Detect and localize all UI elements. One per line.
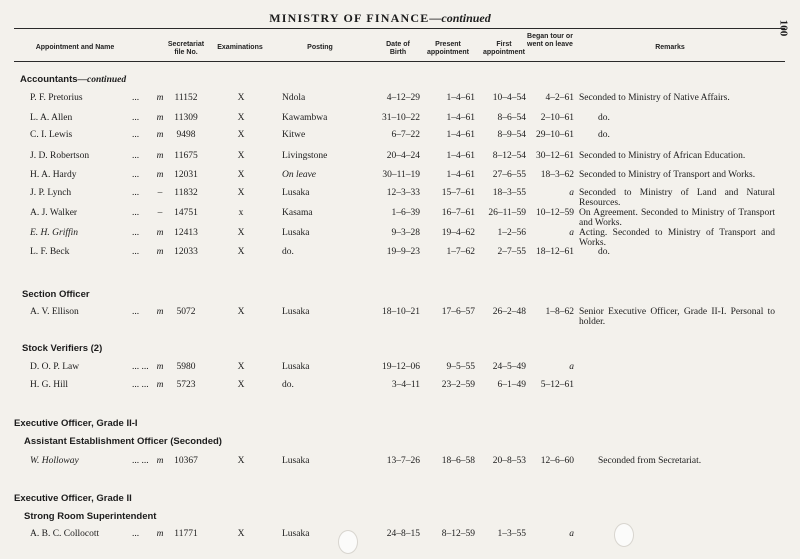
date-of-birth: 3–4–11 <box>391 380 420 390</box>
posting: Kawambwa <box>282 113 328 123</box>
file-number: 11771 <box>174 529 198 539</box>
leader-dots: ... ... <box>132 380 149 390</box>
table-row <box>0 529 800 543</box>
exam-mark: X <box>237 170 245 180</box>
table-row <box>0 380 800 394</box>
sex-marker: – <box>157 208 163 218</box>
remarks: Seconded to Ministry of African Education. <box>579 151 746 161</box>
sex-marker: m <box>156 93 164 103</box>
posting: Lusaka <box>282 228 310 238</box>
present-appointment: 15–7–61 <box>441 188 475 198</box>
staff-name: A. J. Walker <box>30 208 78 218</box>
first-appointment: 6–1–49 <box>497 380 526 390</box>
exam-mark: x <box>238 208 244 218</box>
sex-marker: m <box>156 247 164 257</box>
staff-name: J. P. Lynch <box>30 188 72 198</box>
file-number: 11309 <box>174 113 198 123</box>
first-appointment: 26–2–48 <box>492 307 526 317</box>
sex-marker: m <box>156 228 164 238</box>
file-number: 14751 <box>174 208 198 218</box>
first-appointment: 8–6–54 <box>497 113 526 123</box>
col-header-remarks: Remarks <box>655 44 685 51</box>
section-stock-verifiers: Stock Verifiers (2) <box>22 343 103 354</box>
posting: Lusaka <box>282 188 310 198</box>
exam-mark: X <box>237 113 245 123</box>
table-row <box>0 307 800 327</box>
present-appointment: 1–4–61 <box>446 151 475 161</box>
present-appointment: 19–4–62 <box>441 228 475 238</box>
began-tour: a <box>569 188 574 198</box>
page-number: 100 <box>776 19 789 37</box>
header-rule-top <box>14 28 785 29</box>
present-appointment: 1–7–62 <box>446 247 475 257</box>
remarks: do. <box>598 113 610 123</box>
staff-name: A. B. C. Collocott <box>30 529 100 539</box>
present-appointment: 1–4–61 <box>446 113 475 123</box>
sex-marker: m <box>156 113 164 123</box>
first-appointment: 27–6–55 <box>492 170 526 180</box>
punch-hole-right <box>614 523 634 547</box>
present-appointment: 18–6–58 <box>441 456 475 466</box>
began-tour: 18–12–61 <box>536 247 574 257</box>
col-header-tour: Began tour or went on leave <box>527 33 573 48</box>
present-appointment: 1–4–61 <box>446 170 475 180</box>
present-appointment: 1–4–61 <box>446 93 475 103</box>
table-row <box>0 456 800 470</box>
began-tour: 2–10–61 <box>540 113 574 123</box>
sex-marker: m <box>156 362 164 372</box>
staff-name: H. G. Hill <box>30 380 68 390</box>
remarks: Seconded to Ministry of Native Affairs. <box>579 93 730 103</box>
posting: Kitwe <box>282 130 306 140</box>
file-number: 9498 <box>176 130 196 140</box>
began-tour: 12–6–60 <box>540 456 574 466</box>
col-header-dob: Date of Birth <box>386 41 410 56</box>
sex-marker: m <box>156 130 164 140</box>
file-number: 11152 <box>174 93 198 103</box>
began-tour: a <box>569 228 574 238</box>
section-strong-room: Strong Room Superintendent <box>24 511 157 522</box>
date-of-birth: 9–3–28 <box>391 228 420 238</box>
date-of-birth: 12–3–33 <box>386 188 420 198</box>
col-header-appointment: Appointment and Name <box>35 44 115 51</box>
exam-mark: X <box>237 93 245 103</box>
staff-name: A. V. Ellison <box>30 307 79 317</box>
table-row <box>0 130 800 144</box>
col-header-first: First appointment <box>483 41 525 56</box>
file-number: 12033 <box>174 247 198 257</box>
first-appointment: 1–3–55 <box>497 529 526 539</box>
staff-name: J. D. Robertson <box>30 151 90 161</box>
date-of-birth: 19–12–06 <box>382 362 420 372</box>
sex-marker: m <box>156 456 164 466</box>
leader-dots: ... <box>132 307 140 317</box>
date-of-birth: 18–10–21 <box>382 307 420 317</box>
posting: Lusaka <box>282 362 310 372</box>
leader-dots: ... <box>132 113 140 123</box>
col-header-exams: Examinations <box>217 44 263 51</box>
present-appointment: 8–12–59 <box>441 529 475 539</box>
leader-dots: ... <box>132 247 140 257</box>
first-appointment: 26–11–59 <box>488 208 526 218</box>
first-appointment: 8–12–54 <box>492 151 526 161</box>
table-row <box>0 93 800 107</box>
section-section-officer: Section Officer <box>22 289 90 300</box>
staff-name: P. F. Pretorius <box>30 93 83 103</box>
file-number: 5980 <box>176 362 196 372</box>
table-row <box>0 362 800 376</box>
posting: Livingstone <box>282 151 328 161</box>
staff-name: H. A. Hardy <box>30 170 77 180</box>
date-of-birth: 31–10–22 <box>382 113 420 123</box>
exam-mark: X <box>237 529 245 539</box>
date-of-birth: 30–11–19 <box>382 170 420 180</box>
sex-marker: m <box>156 380 164 390</box>
present-appointment: 17–6–57 <box>441 307 475 317</box>
first-appointment: 1–2–56 <box>497 228 526 238</box>
date-of-birth: 13–7–26 <box>386 456 420 466</box>
leader-dots: ... <box>132 529 140 539</box>
sex-marker: – <box>157 188 163 198</box>
file-number: 12031 <box>174 170 198 180</box>
punch-hole-left <box>338 530 358 554</box>
leader-dots: ... <box>132 208 140 218</box>
remarks: do. <box>598 247 610 257</box>
table-row <box>0 170 800 184</box>
posting: Ndola <box>282 93 306 103</box>
sex-marker: m <box>156 529 164 539</box>
first-appointment: 2–7–55 <box>497 247 526 257</box>
leader-dots: ... <box>132 188 140 198</box>
remarks: Senior Executive Officer, Grade II-I. Personal to holder. <box>579 307 775 327</box>
file-number: 11832 <box>174 188 198 198</box>
first-appointment: 8–9–54 <box>497 130 526 140</box>
table-row <box>0 188 800 208</box>
table-row <box>0 208 800 228</box>
exam-mark: X <box>237 228 245 238</box>
date-of-birth: 6–7–22 <box>391 130 420 140</box>
staff-name: C. I. Lewis <box>30 130 73 140</box>
leader-dots: ... <box>132 93 140 103</box>
exam-mark: X <box>237 130 245 140</box>
remarks: Seconded from Secretariat. <box>598 456 702 466</box>
began-tour: 18–3–62 <box>540 170 574 180</box>
first-appointment: 24–5–49 <box>492 362 526 372</box>
remarks: Seconded to Ministry of Transport and Works. <box>579 170 756 180</box>
posting: On leave <box>282 170 317 180</box>
file-number: 5723 <box>176 380 196 390</box>
first-appointment: 18–3–55 <box>492 188 526 198</box>
leader-dots: ... ... <box>132 456 149 466</box>
exam-mark: X <box>237 380 245 390</box>
posting: Lusaka <box>282 307 310 317</box>
present-appointment: 16–7–61 <box>441 208 475 218</box>
posting: do. <box>282 247 294 257</box>
began-tour: 4–2–61 <box>545 93 574 103</box>
leader-dots: ... <box>132 151 140 161</box>
table-row <box>0 247 800 261</box>
remarks: do. <box>598 130 610 140</box>
col-header-present: Present appointment <box>427 41 469 56</box>
file-number: 12413 <box>174 228 198 238</box>
exam-mark: X <box>237 247 245 257</box>
began-tour: 5–12–61 <box>540 380 574 390</box>
col-header-posting: Posting <box>307 44 333 51</box>
table-row <box>0 228 800 248</box>
table-row <box>0 151 800 165</box>
remarks: On Agreement. Seconded to Ministry of Transport and Works. <box>579 208 775 228</box>
began-tour: a <box>569 362 574 372</box>
began-tour: 1–8–62 <box>545 307 574 317</box>
file-number: 10367 <box>174 456 198 466</box>
leader-dots: ... <box>132 228 140 238</box>
leader-dots: ... <box>132 170 140 180</box>
staff-name: L. A. Allen <box>30 113 73 123</box>
present-appointment: 9–5–55 <box>446 362 475 372</box>
posting: Lusaka <box>282 529 310 539</box>
header-rule-bottom <box>14 61 785 62</box>
section-exec-officer-ii-i: Executive Officer, Grade II-I <box>14 418 138 429</box>
staff-name: W. Holloway <box>30 456 79 466</box>
date-of-birth: 19–9–23 <box>386 247 420 257</box>
began-tour: a <box>569 529 574 539</box>
date-of-birth: 24–8–15 <box>386 529 420 539</box>
col-header-file: Secretariat file No. <box>167 41 205 56</box>
began-tour: 29–10–61 <box>536 130 574 140</box>
exam-mark: X <box>237 188 245 198</box>
posting: Lusaka <box>282 456 310 466</box>
remarks: Seconded to Ministry of Land and Natural Resources. <box>579 188 775 208</box>
leader-dots: ... ... <box>132 362 149 372</box>
first-appointment: 10–4–54 <box>492 93 526 103</box>
began-tour: 30–12–61 <box>536 151 574 161</box>
sex-marker: m <box>156 307 164 317</box>
section-exec-officer-ii: Executive Officer, Grade II <box>14 493 132 504</box>
file-number: 11675 <box>174 151 198 161</box>
exam-mark: X <box>237 151 245 161</box>
remarks: Acting. Seconded to Ministry of Transport and Works. <box>579 228 775 248</box>
present-appointment: 23–2–59 <box>441 380 475 390</box>
staff-name: L. F. Beck <box>30 247 70 257</box>
section-accountants: Accountants—continued <box>20 74 127 85</box>
date-of-birth: 1–6–39 <box>391 208 420 218</box>
exam-mark: X <box>237 362 245 372</box>
page-title: MINISTRY OF FINANCE—continued <box>269 11 491 25</box>
present-appointment: 1–4–61 <box>446 130 475 140</box>
file-number: 5072 <box>176 307 196 317</box>
sex-marker: m <box>156 170 164 180</box>
posting: do. <box>282 380 294 390</box>
exam-mark: X <box>237 307 245 317</box>
date-of-birth: 20–4–24 <box>386 151 420 161</box>
sex-marker: m <box>156 151 164 161</box>
section-asst-establishment: Assistant Establishment Officer (Seconded) <box>24 436 222 447</box>
exam-mark: X <box>237 456 245 466</box>
began-tour: 10–12–59 <box>536 208 574 218</box>
leader-dots: ... <box>132 130 140 140</box>
date-of-birth: 4–12–29 <box>386 93 420 103</box>
staff-name: E. H. Griffin <box>30 228 79 238</box>
first-appointment: 20–8–53 <box>492 456 526 466</box>
table-row <box>0 113 800 127</box>
staff-name: D. O. P. Law <box>30 362 80 372</box>
posting: Kasama <box>282 208 313 218</box>
